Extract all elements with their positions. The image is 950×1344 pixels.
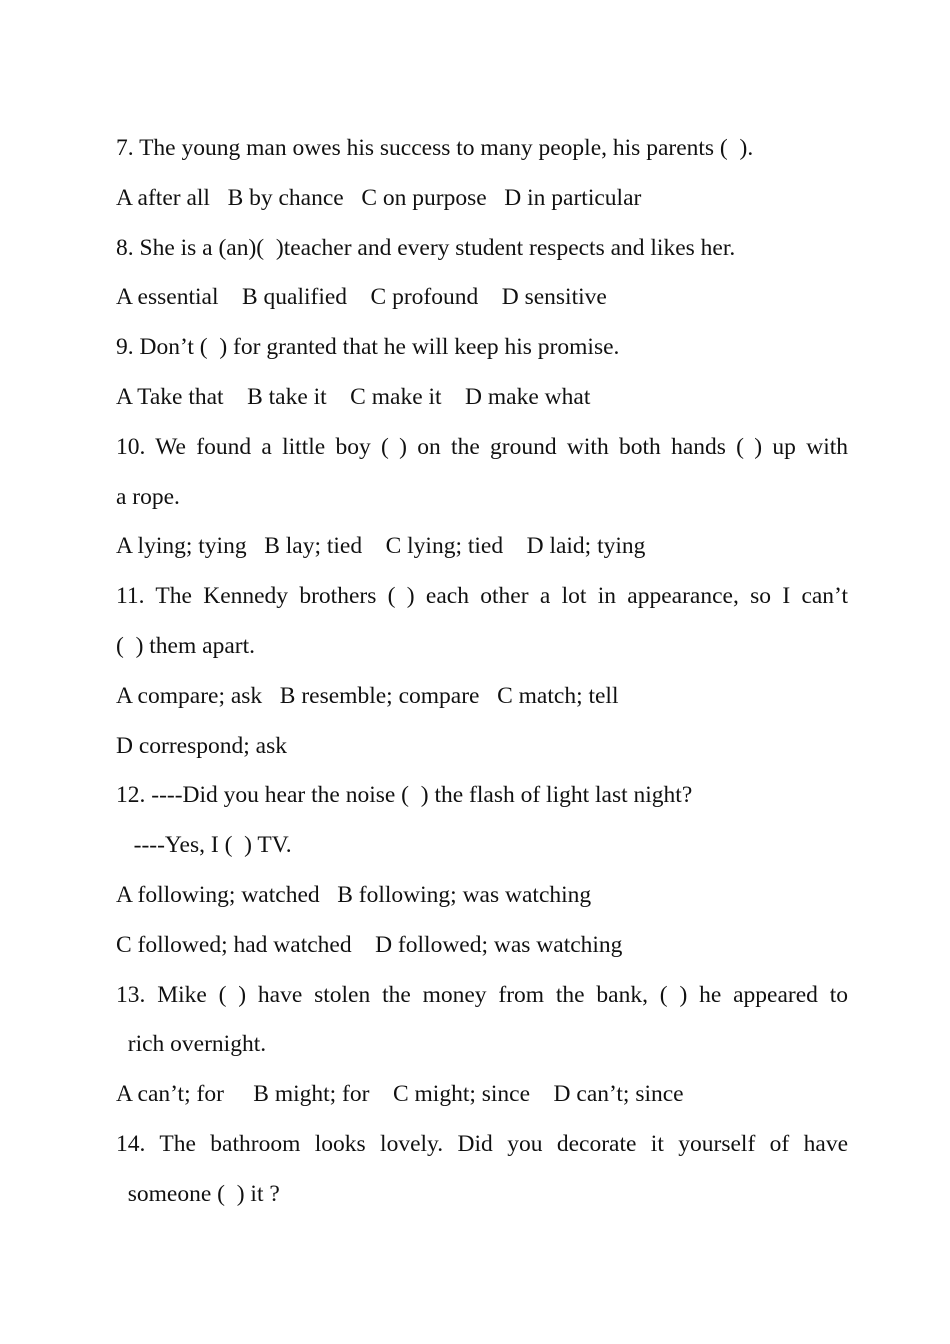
question-13-stem-line-2: rich overnight. — [116, 1031, 267, 1058]
question-8-stem: 8. She is a (an)( )teacher and every student respects and likes her. — [116, 234, 736, 261]
question-11-options-line-1: A compare; ask B resemble; compare C match; tell — [116, 682, 619, 709]
question-8-options: A essential B qualified C profound D sensitive — [116, 284, 607, 311]
question-14-stem-line-1: 14. The bathroom looks lovely. Did you decorate it yourself of have — [116, 1130, 848, 1157]
question-7-stem: 7. The young man owes his success to many people, his parents ( ). — [116, 135, 754, 161]
question-text-block — [116, 124, 848, 1220]
question-10-stem-line-1: 10. We found a little boy ( ) on the ground with both hands ( ) up with — [116, 433, 848, 460]
question-12-options-line-1: A following; watched B following; was watching — [116, 881, 592, 908]
question-9-options: A Take that B take it C make it D make what — [116, 383, 591, 410]
question-10-options: A lying; tying B lay; tied C lying; tied D laid; tying — [116, 533, 646, 560]
question-11-stem-line-1: 11. The Kennedy brothers ( ) each other a lot in appearance, so I can’t — [116, 583, 848, 610]
question-7-options: A after all B by chance C on purpose D in particular — [116, 184, 642, 211]
question-12-stem-line-1: 12. ----Did you hear the noise ( ) the flash of light last night? — [116, 782, 693, 809]
question-12-options-line-2: C followed; had watched D followed; was watching — [116, 931, 623, 958]
question-12-stem-line-2: ----Yes, I ( ) TV. — [116, 832, 292, 859]
question-10-stem-line-2: a rope. — [116, 483, 180, 510]
question-14-stem-line-2: someone ( ) it ? — [116, 1180, 280, 1207]
question-9-stem: 9. Don’t ( ) for granted that he will keep his promise. — [116, 334, 620, 361]
question-13-options: A can’t; for B might; for C might; since D can’t; since — [116, 1081, 684, 1108]
question-11-options-line-2: D correspond; ask — [116, 732, 287, 759]
question-13-stem-line-1: 13. Mike ( ) have stolen the money from the bank, ( ) he appeared to — [116, 981, 848, 1008]
question-11-stem-line-2: ( ) them apart. — [116, 632, 255, 659]
